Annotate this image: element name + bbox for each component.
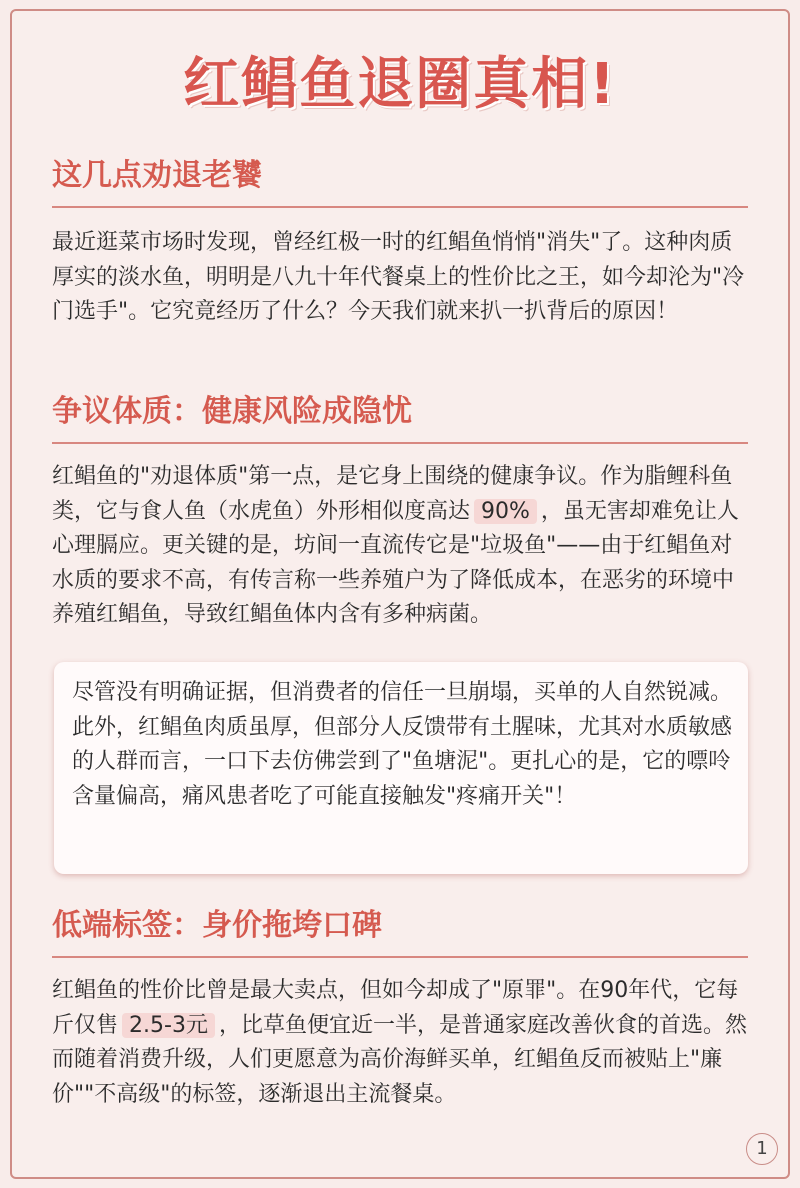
quote-text: 尽管没有明确证据，但消费者的信任一旦崩塌，买单的人自然锐减。此外，红鲳鱼肉质虽厚，但部分人反馈带有土腥味，尤其对水质敏感的人群而言，一口下去仿佛尝到了"鱼塘泥"。更扎心的是，它的嘌呤含量偏高，痛风患者吃了可能直接触发"疼痛开关"！ <box>72 680 733 809</box>
similarity-highlight: 90% <box>474 499 537 524</box>
price-highlight: 2.5-3元 <box>122 1013 215 1038</box>
section-1-paragraph: 最近逛菜市场时发现，曾经红极一时的红鲳鱼悄悄"消失"了。这种肉质厚实的淡水鱼，明明是八九十年代餐桌上的性价比之王，如今却沦为"冷门选手"。它究竟经历了什么？今天我们就来扒一扒背后的原因！ <box>52 230 745 324</box>
page-number-badge: 1 <box>746 1133 778 1165</box>
section-3-paragraph <box>52 974 752 1112</box>
section-heading-3: 低端标签：身价拖垮口碑 <box>52 900 748 958</box>
section-heading-2: 争议体质：健康风险成隐忧 <box>52 386 748 444</box>
section-heading-1: 这几点劝退老饕 <box>52 150 748 208</box>
section-2-text-after: ，虽无害却难免让人心理膈应。更关键的是，坊间一直流传它是"垃圾鱼"——由于红鲳鱼对水质的要求不高，有传言称一些养殖户为了降低成本，在恶劣的环境中养殖红鲳鱼，导致红鲳鱼体内含有多种病菌。 <box>52 498 739 627</box>
page-title: 红鲳鱼退圈真相! <box>183 52 617 117</box>
section-3-text-before: 红鲳鱼的性价比曾是最大卖点，但如今却成了"原罪"。在90年代，它每斤仅售 <box>52 978 739 1038</box>
section-3-text-after: ，比草鱼便宜近一半，是普通家庭改善伙食的首选。然而随着消费升级，人们更愿意为高价海鲜买单，红鲳鱼反而被贴上"廉价""不高级"的标签，逐渐退出主流餐桌。 <box>52 1012 747 1107</box>
section-2-paragraph <box>52 460 752 633</box>
section-2-text-before: 红鲳鱼的"劝退体质"第一点，是它身上围绕的健康争议。作为脂鲤科鱼类，它与食人鱼（水虎鱼）外形相似度高达 <box>52 464 733 524</box>
quote-box <box>54 662 748 874</box>
